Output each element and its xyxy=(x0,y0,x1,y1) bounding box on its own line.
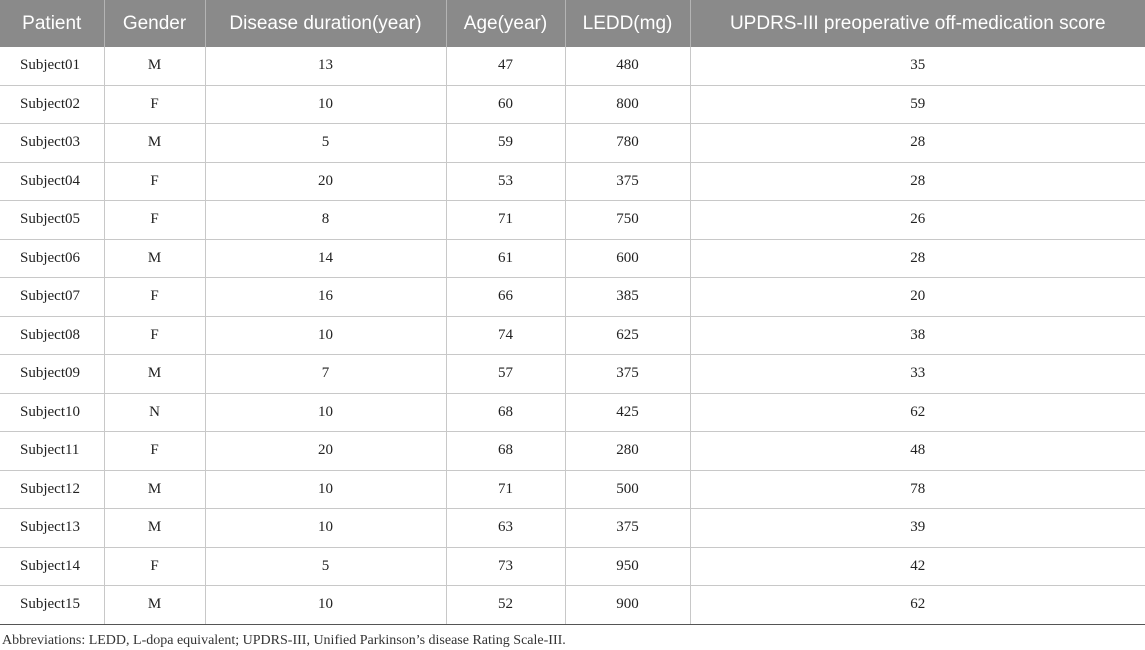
age-cell: 74 xyxy=(446,316,565,355)
gender-cell: F xyxy=(104,432,205,471)
ledd-cell: 950 xyxy=(565,547,690,586)
updrs-score-cell: 33 xyxy=(690,355,1145,394)
ledd-cell: 500 xyxy=(565,470,690,509)
gender-cell: M xyxy=(104,47,205,85)
ledd-cell: 480 xyxy=(565,47,690,85)
disease-duration-cell: 10 xyxy=(205,316,446,355)
disease-duration-cell: 10 xyxy=(205,85,446,124)
patient-cell: Subject04 xyxy=(0,162,104,201)
age-cell: 57 xyxy=(446,355,565,394)
age-cell: 71 xyxy=(446,201,565,240)
table-row xyxy=(0,278,1145,317)
ledd-cell: 385 xyxy=(565,278,690,317)
gender-cell: F xyxy=(104,278,205,317)
updrs-score-cell: 39 xyxy=(690,509,1145,548)
disease-duration-cell: 8 xyxy=(205,201,446,240)
gender-cell: M xyxy=(104,470,205,509)
updrs-score-cell: 28 xyxy=(690,124,1145,163)
patient-cell: Subject13 xyxy=(0,509,104,548)
age-cell: 60 xyxy=(446,85,565,124)
patient-cell: Subject12 xyxy=(0,470,104,509)
disease-duration-cell: 14 xyxy=(205,239,446,278)
table-row xyxy=(0,162,1145,201)
updrs-score-cell: 28 xyxy=(690,239,1145,278)
table-footnote: Abbreviations: LEDD, L-dopa equivalent; UPDRS-III, Unified Parkinson’s disease Rating Scale-III. xyxy=(2,633,566,648)
patient-cell: Subject11 xyxy=(0,432,104,471)
table-row xyxy=(0,470,1145,509)
updrs-score-cell: 62 xyxy=(690,393,1145,432)
table-row xyxy=(0,586,1145,625)
table-row xyxy=(0,432,1145,471)
patient-cell: Subject15 xyxy=(0,586,104,625)
patient-cell: Subject02 xyxy=(0,85,104,124)
updrs-score-cell: 28 xyxy=(690,162,1145,201)
patient-cell: Subject05 xyxy=(0,201,104,240)
table-row xyxy=(0,85,1145,124)
patient-cell: Subject14 xyxy=(0,547,104,586)
table-row xyxy=(0,509,1145,548)
table-row xyxy=(0,393,1145,432)
age-cell: 61 xyxy=(446,239,565,278)
patient-cell: Subject01 xyxy=(0,47,104,85)
ledd-cell: 375 xyxy=(565,162,690,201)
patient-cell: Subject09 xyxy=(0,355,104,394)
disease-duration-cell: 20 xyxy=(205,432,446,471)
updrs-score-cell: 42 xyxy=(690,547,1145,586)
header-ledd: LEDD(mg) xyxy=(565,0,690,47)
age-cell: 66 xyxy=(446,278,565,317)
table-row xyxy=(0,201,1145,240)
updrs-score-cell: 48 xyxy=(690,432,1145,471)
disease-duration-cell: 5 xyxy=(205,547,446,586)
gender-cell: F xyxy=(104,85,205,124)
updrs-score-cell: 38 xyxy=(690,316,1145,355)
header-gender: Gender xyxy=(104,0,205,47)
age-cell: 68 xyxy=(446,432,565,471)
updrs-score-cell: 59 xyxy=(690,85,1145,124)
gender-cell: F xyxy=(104,316,205,355)
age-cell: 73 xyxy=(446,547,565,586)
patient-cell: Subject07 xyxy=(0,278,104,317)
gender-cell: M xyxy=(104,355,205,394)
patient-cell: Subject08 xyxy=(0,316,104,355)
gender-cell: F xyxy=(104,547,205,586)
ledd-cell: 280 xyxy=(565,432,690,471)
updrs-score-cell: 35 xyxy=(690,47,1145,85)
age-cell: 71 xyxy=(446,470,565,509)
table-body xyxy=(0,47,1145,624)
gender-cell: M xyxy=(104,509,205,548)
header-row xyxy=(0,0,1145,47)
updrs-score-cell: 78 xyxy=(690,470,1145,509)
patient-cell: Subject10 xyxy=(0,393,104,432)
ledd-cell: 425 xyxy=(565,393,690,432)
updrs-score-cell: 26 xyxy=(690,201,1145,240)
gender-cell: F xyxy=(104,162,205,201)
table-row xyxy=(0,355,1145,394)
header-age: Age(year) xyxy=(446,0,565,47)
disease-duration-cell: 13 xyxy=(205,47,446,85)
age-cell: 53 xyxy=(446,162,565,201)
table-row xyxy=(0,47,1145,85)
patient-cell: Subject06 xyxy=(0,239,104,278)
table-row xyxy=(0,239,1145,278)
table-row xyxy=(0,547,1145,586)
age-cell: 68 xyxy=(446,393,565,432)
ledd-cell: 750 xyxy=(565,201,690,240)
age-cell: 63 xyxy=(446,509,565,548)
table-row xyxy=(0,124,1145,163)
disease-duration-cell: 7 xyxy=(205,355,446,394)
ledd-cell: 625 xyxy=(565,316,690,355)
header-disease-duration: Disease duration(year) xyxy=(205,0,446,47)
gender-cell: M xyxy=(104,239,205,278)
age-cell: 59 xyxy=(446,124,565,163)
updrs-score-cell: 62 xyxy=(690,586,1145,625)
ledd-cell: 600 xyxy=(565,239,690,278)
gender-cell: M xyxy=(104,124,205,163)
disease-duration-cell: 10 xyxy=(205,509,446,548)
ledd-cell: 900 xyxy=(565,586,690,625)
ledd-cell: 375 xyxy=(565,509,690,548)
ledd-cell: 780 xyxy=(565,124,690,163)
age-cell: 52 xyxy=(446,586,565,625)
disease-duration-cell: 10 xyxy=(205,393,446,432)
disease-duration-cell: 10 xyxy=(205,586,446,625)
disease-duration-cell: 16 xyxy=(205,278,446,317)
gender-cell: M xyxy=(104,586,205,625)
ledd-cell: 800 xyxy=(565,85,690,124)
patient-cell: Subject03 xyxy=(0,124,104,163)
header-updrs-score: UPDRS-III preoperative off-medication score xyxy=(690,0,1145,47)
table-row xyxy=(0,316,1145,355)
disease-duration-cell: 20 xyxy=(205,162,446,201)
age-cell: 47 xyxy=(446,47,565,85)
table-header xyxy=(0,0,1145,47)
disease-duration-cell: 5 xyxy=(205,124,446,163)
ledd-cell: 375 xyxy=(565,355,690,394)
updrs-score-cell: 20 xyxy=(690,278,1145,317)
gender-cell: N xyxy=(104,393,205,432)
gender-cell: F xyxy=(104,201,205,240)
disease-duration-cell: 10 xyxy=(205,470,446,509)
header-patient: Patient xyxy=(0,0,104,47)
